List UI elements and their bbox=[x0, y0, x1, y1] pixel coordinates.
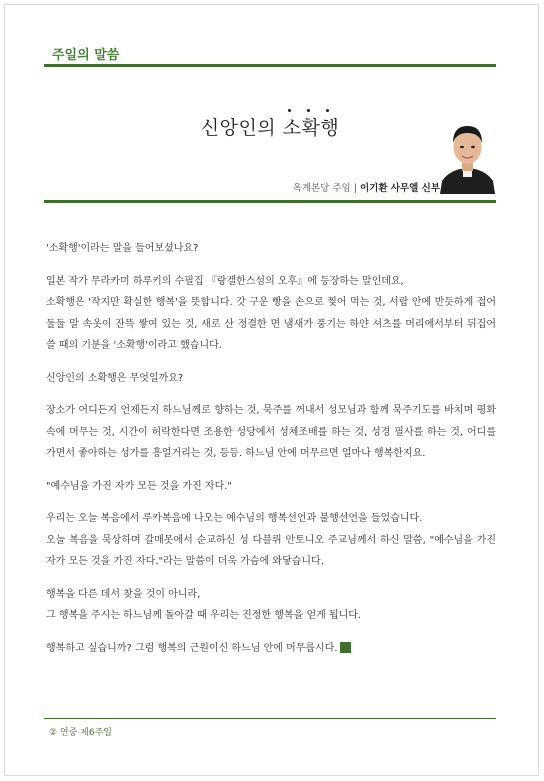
footer-divider bbox=[44, 718, 496, 719]
top-divider bbox=[44, 64, 496, 67]
title-emphasis: 소확행 bbox=[283, 117, 340, 139]
paragraph: 신앙인의 소확행은 무엇일까요? bbox=[46, 372, 184, 384]
header-divider bbox=[44, 200, 496, 203]
page-footer: ② 연중 제6주일 bbox=[49, 728, 112, 738]
title-prefix: 신앙인의 bbox=[200, 117, 283, 139]
paragraph: '소확행'이라는 말을 들어보셨나요? bbox=[46, 243, 199, 254]
paragraph: 일본 작가 무라카미 하루키의 수필집 『랑겔한스섬의 오후』에 등장하는 말인데요, 소확행은 '작지만 확실한 행복'을 뜻합니다. 갓 구운 빵을 손으로 찢어 먹는 것, 서랍 안에 반듯하게 접어 둘둘 말 속옷이 잔뜩 쌓여 있는 것, 새로 산 정결한 면 냄새가 풍기는 하얀 셔츠를 머리에서부터 뒤집어 쓸 때의 기분을 '소확행'이라고 했습니다. bbox=[46, 275, 496, 351]
paragraph: 우리는 오늘 복음에서 루카복음에 나오는 예수님의 행복선언과 불행선언을 들었습니다. 오늘 복음을 묵상하며 갈매못에서 순교하신 성 다블뤼 안토니오 주교님께서 하신 말씀, "예수님을 가진 자가 모든 것을 가진 자다."라는 말씀이 더욱 가슴에 와닿습니다. bbox=[46, 513, 496, 567]
paragraph: 장소가 어디든지 언제든지 하느님께로 향하는 것, 묵주를 꺼내서 성모님과 함께 묵주기도를 바치며 평화 속에 머무는 것, 시간이 허락한다면 조용한 성당에서 성체조배를 하는 것, 성경 필사를 하는 것, 어디를 가면서 좋아하는 성가를 흥얼거리는 것, 등등. 하느님 안에 머무르면 얼마나 행복한지요. bbox=[46, 405, 496, 459]
paragraph: "예수님을 가진 자가 모든 것을 가진 자다." bbox=[46, 480, 233, 492]
end-mark-icon bbox=[340, 642, 351, 653]
author-role: 옥계본당 주임 | bbox=[292, 183, 360, 194]
author-portrait bbox=[440, 117, 495, 194]
author-byline bbox=[293, 180, 440, 194]
paragraph: 행복을 다른 데서 찾을 것이 아니라, 그 행복을 주시는 하느님께 돌아갈 때 우리는 진정한 행복을 얻게 됩니다. bbox=[46, 588, 362, 621]
section-label: 주일의 말씀 bbox=[52, 48, 120, 63]
paragraph: 행복하고 싶습니까? 그럼 행복의 근원이신 하느님 안에 머무릅시다. bbox=[46, 638, 496, 660]
article-body bbox=[46, 238, 496, 659]
author-name: 이기환 사무엘 신부 bbox=[359, 183, 440, 194]
